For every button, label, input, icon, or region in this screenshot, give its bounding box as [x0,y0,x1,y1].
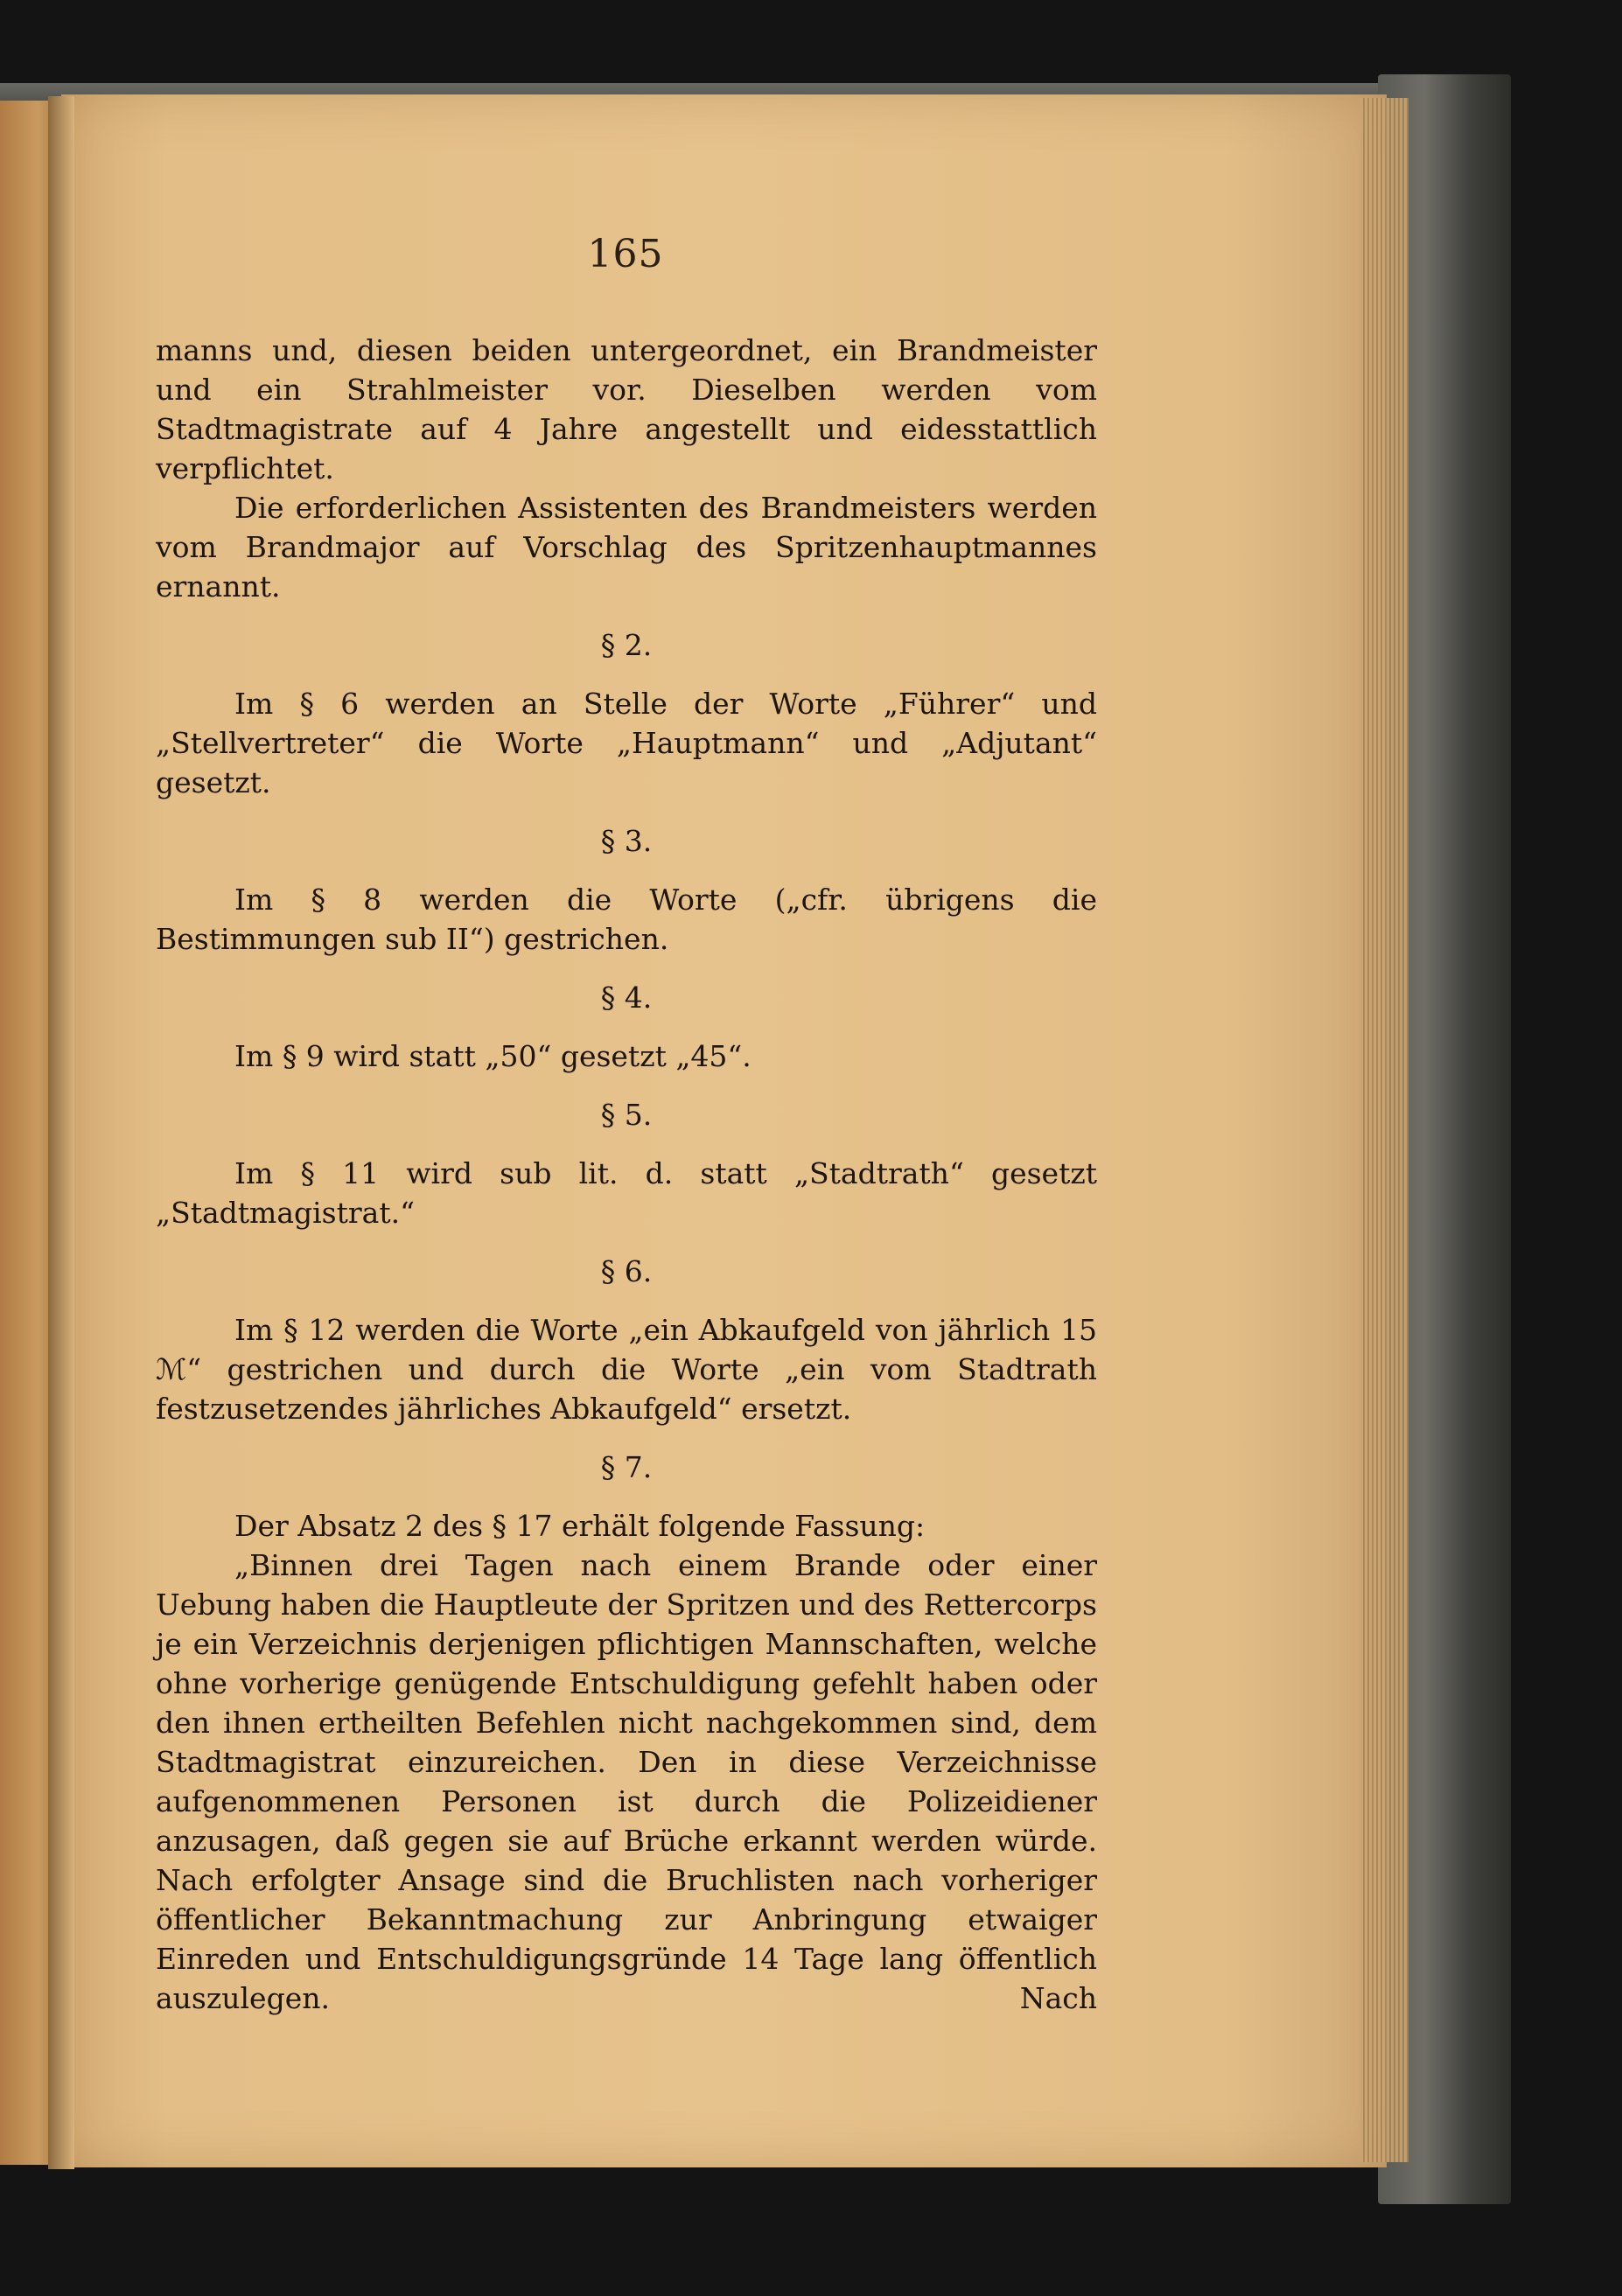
paragraph: „Binnen drei Tagen nach einem Brande oder einer Uebung haben die Hauptleute der Spritzen und des Rettercorps je ein Verzeichnis derjenigen pflichtigen Mannschaften, welche ohne vorherige genügende Entschuldigung gefehlt haben oder den ihnen ertheilten Befehlen nicht nachgekommen sind, dem Stadtmagistrat einzureichen. Den in diese Verzeichnisse aufgenommenen Personen ist durch die Polizeidiener anzusagen, daß gegen sie auf Brüche erkannt werden würde. Nach erfolgter Ansage sind die Bruchlisten nach vorheriger öffentlicher Bekanntmachung zur Anbringung etwaiger Einreden und Entschuldigungsgründe 14 Tage lang öffentlich auszulegen. Nach [156,1548,1097,2015]
paragraph: Die erforderlichen Assistenten des Brandmeisters werden vom Brandmajor auf Vorschlag des Spritzenhauptmannes ernannt. [156,491,1097,604]
section-heading: § 6. [600,1254,653,1288]
page-body [156,331,1097,2018]
section-heading: § 5. [600,1098,653,1132]
paragraph: Im § 11 wird sub lit. d. statt „Stadtrath“ gesetzt „Stadtmagistrat.“ [156,1156,1097,1230]
section-heading: § 3. [600,824,653,858]
section-heading: § 4. [600,981,653,1015]
paragraph: Im § 12 werden die Worte „ein Abkaufgeld von jährlich 15 ℳ“ gestrichen und durch die Worte „ein vom Stadtrath festzusetzendes jährliches Abkaufgeld“ ersetzt. [156,1313,1097,1426]
section-heading: § 7. [600,1450,653,1484]
paragraph: Im § 8 werden die Worte („cfr. übrigens die Bestimmungen sub II“) gestrichen. [156,883,1097,956]
paragraph: Der Absatz 2 des § 17 erhält folgende Fassung: [234,1509,926,1543]
page-stack-edges [1360,98,1409,2162]
paragraph: Im § 6 werden an Stelle der Worte „Führer“ und „Stellvertreter“ die Worte „Hauptmann“ und „Adjutant“ gesetzt. [156,687,1097,799]
page-number: 165 [587,232,664,276]
paragraph: manns und, diesen beiden untergeordnet, ein Brandmeister und ein Strahlmeister vor. Dieselben werden vom Stadtmagistrate auf 4 Jahre angestellt und eidesstattlich verpflichtet. [156,333,1097,485]
paragraph: Im § 9 wird statt „50“ gesetzt „45“. [234,1039,752,1073]
section-heading: § 2. [600,628,653,662]
book-gutter [48,96,74,2169]
